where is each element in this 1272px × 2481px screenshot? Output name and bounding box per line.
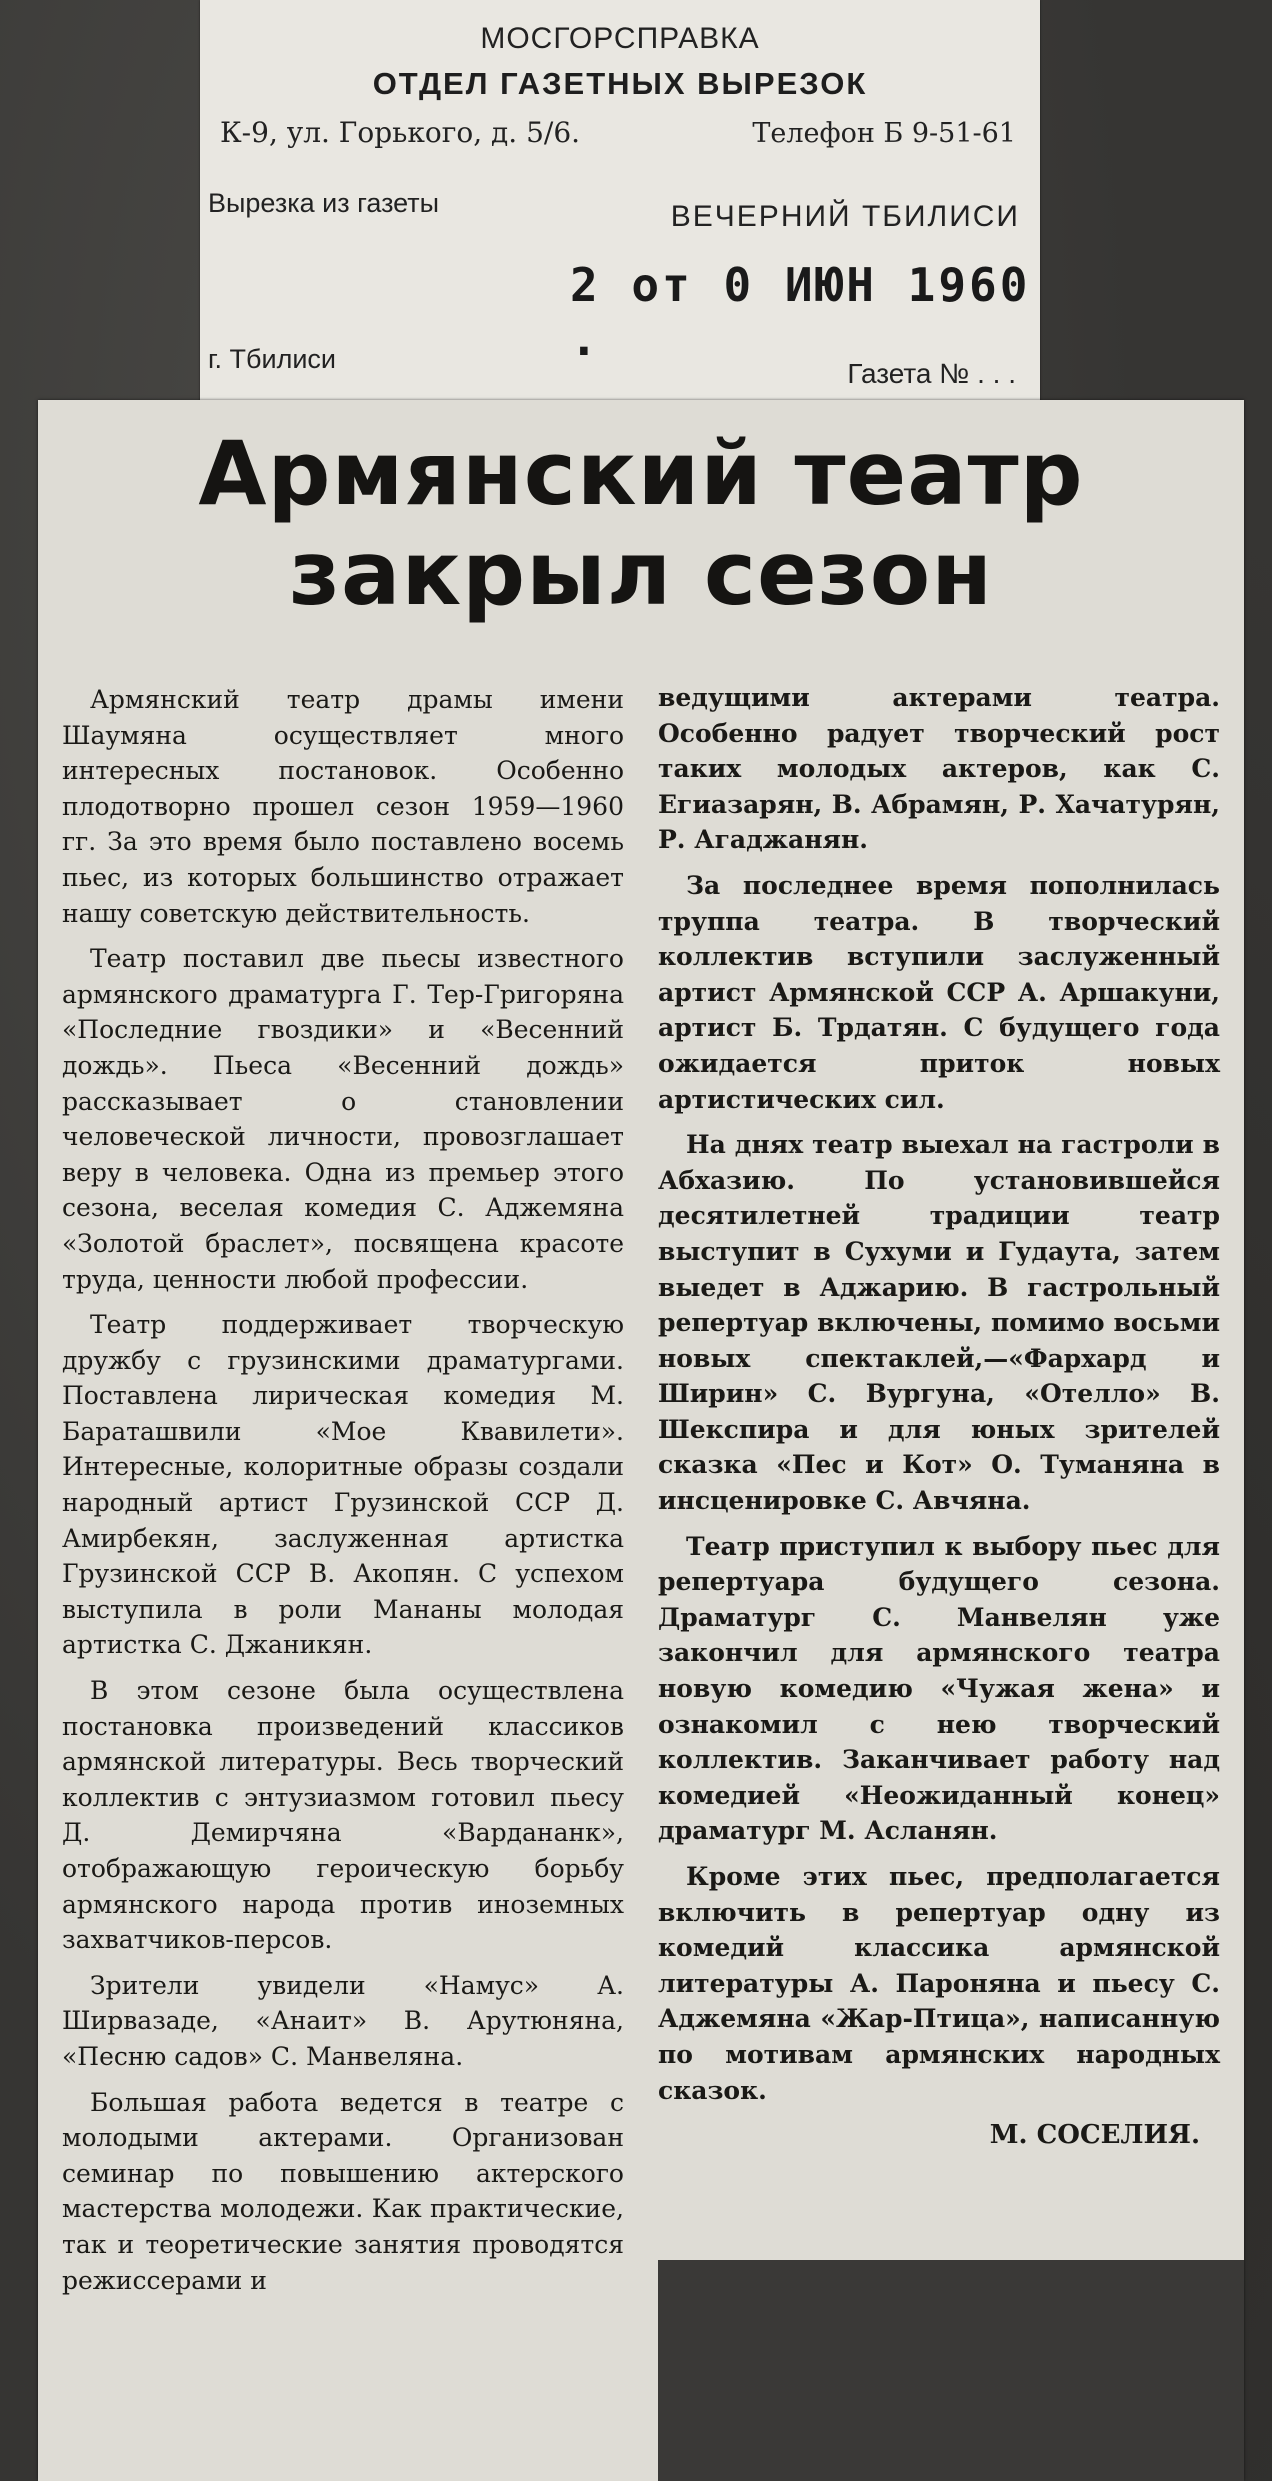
author-signature: М. СОСЕЛИЯ. <box>989 2120 1200 2151</box>
date-stamp: 2 от 0 ИЮН 1960 . <box>570 258 1031 366</box>
paragraph: Театр приступил к выбору пьес для репертуара будущего сезона. Драматург С. Манвелян уже закончил для армянского театра новую комедию «Чужая жена» и ознакомил с нею творческий коллектив. Заканчивает работу над комедией «Неожиданный конец» драматург М. Асланян. <box>658 1531 1220 1846</box>
article-headline <box>38 424 1244 624</box>
newspaper-name: ВЕЧЕРНИЙ ТБИЛИСИ <box>670 200 1020 233</box>
department-name: ОТДЕЛ ГАЗЕТНЫХ ВЫРЕЗОК <box>372 66 868 101</box>
clipping-cutout <box>658 2260 1244 2481</box>
agency-name: МОСГОРСПРАВКА <box>480 22 760 55</box>
paragraph: ведущими актерами театра. Особенно радует творческий рост таких молодых актеров, как С. Егиазарян, В. Абрамян, Р. Хачатурян, Р. Агаджанян. <box>658 683 1220 855</box>
agency-address: К-9, ул. Горького, д. 5/6. <box>220 116 581 149</box>
clipping-service-slip <box>200 0 1040 410</box>
paragraph: Театр поддерживает творческую дружбу с грузинскими драматургами. Поставлена лирическая комедия М. Бараташвили «Мое Квавилети». Интересные, колоритные образы создали народный артист Грузинской ССР Д. Амирбекян, заслуженная артистка Грузинской ССР В. Акопян. С успехом выступила в роли Мананы молодая артистка С. Джаникян. <box>62 1310 624 1660</box>
paragraph: На днях театр выехал на гастроли в Абхазию. По установившейся десятилетней традиции театр выступит в Сухуми и Гудаута, затем выедет в Аджарию. В гастрольный репертуар включены, помимо восьми новых спектаклей,—«Фархард и Ширин» С. Вургуна, «Отелло» В. Шекспира и для юных зрителей сказка «Пес и Кот» О. Туманяна в инсценировке С. Авчяна. <box>658 1130 1220 1516</box>
paragraph: Армянский театр драмы имени Шаумяна осуществляет много интересных постановок. Особенно плодотворно прошел сезон 1959—1960 гг. За это время было поставлено восемь пьес, из которых большинство отражает нашу советскую действительность. <box>62 685 624 928</box>
paragraph: Кроме этих пьес, предполагается включить в репертуар одну из комедий классика армянской литературы А. Пароняна и пьесу С. Аджемяна «Жар-Птица», написанную по мотивам армянских народных сказок. <box>658 1862 1220 2105</box>
gazeta-number: Газета № . . . <box>847 358 1016 389</box>
paragraph: Большая работа ведется в театре с молодыми актерами. Организован семинар по повышению актерского мастерства молодежи. Как практические, так и теоретические занятия проводятся режиссерами и <box>62 2087 624 2295</box>
clipping-label: Вырезка из газеты <box>208 188 440 218</box>
paragraph: В этом сезоне была осуществлена постановка произведений классиков армянской литературы. Весь творческий коллектив с энтузиазмом готовил пьесу Д. Демирчяна «Вардананк», отображающую героическую борьбу армянского народа против иноземных захватчиков-персов. <box>62 1676 624 1955</box>
paragraph: За последнее время пополнилась труппа театра. В творческий коллектив вступили заслуженный артист Армянской ССР А. Аршакуни, артист Б. Трдатян. С будущего года ожидается приток новых артистических сил. <box>658 870 1220 1114</box>
newspaper-clipping <box>38 400 1244 2481</box>
city-label: г. Тбилиси <box>208 344 337 374</box>
agency-phone: Телефон Б 9-51-61 <box>752 118 1016 149</box>
paragraph: Зрители увидели «Намус» А. Ширвазаде, «Анаит» В. Арутюняна, «Песню садов» С. Манвеляна. <box>62 1970 624 2071</box>
headline-line-1: Армянский театр <box>198 422 1084 525</box>
article-left-column <box>62 682 624 2308</box>
headline-line-2: закрыл сезон <box>288 522 994 625</box>
paragraph: Театр поставил две пьесы известного армянского драматурга Г. Тер-Григоряна «Последние гвоздики» и «Весенний дождь». Пьеса «Весенний дождь» рассказывает о становлении человеческой личности, провозглашает веру в человека. Одна из премьер этого сезона, веселая комедия С. Аджемяна «Золотой браслет», посвящена красоте труда, ценности любой профессии. <box>62 944 624 1294</box>
article-right-column <box>658 680 1220 2154</box>
